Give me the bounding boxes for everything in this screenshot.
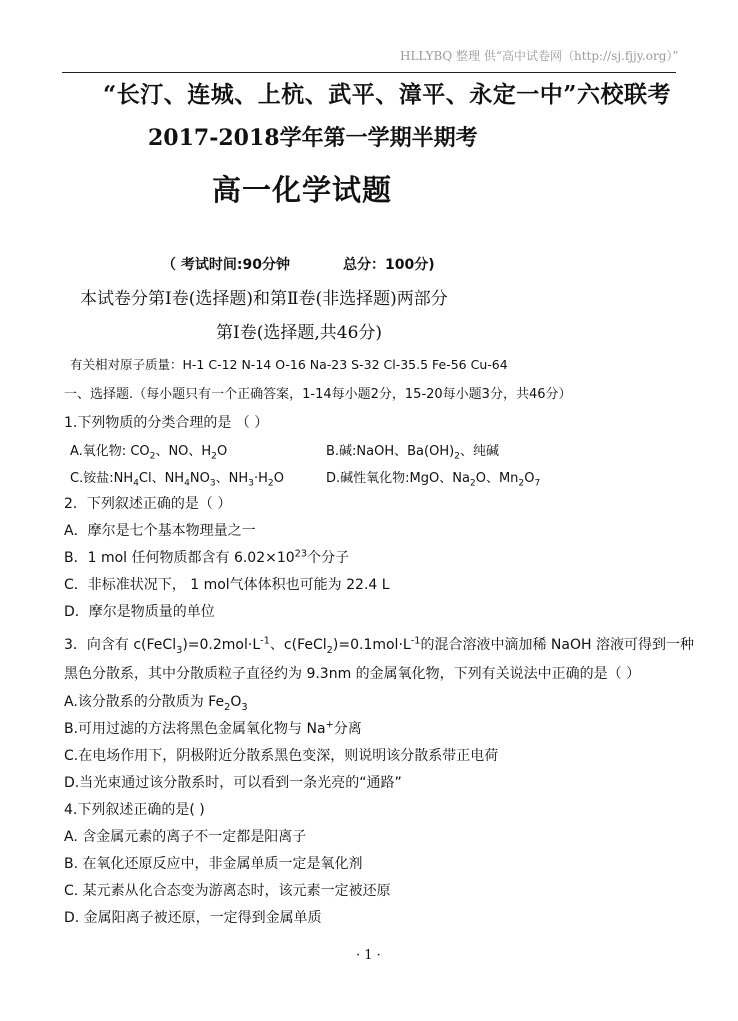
- q2-option-d: D．摩尔是物质量的单位: [64, 604, 215, 620]
- q2-option-c: C．非标准状况下， 1 mol气体体积也可能为 22.4 L: [64, 577, 390, 593]
- paper-intro: 本试卷分第Ⅰ卷(选择题)和第Ⅱ卷(非选择题)两部分: [80, 289, 448, 309]
- exam-title-term: 2017-2018学年第一学期半期考: [148, 125, 478, 151]
- q4-option-a: A. 含金属元素的离子不一定都是阳离子: [64, 829, 307, 845]
- q3-stem-line2: 黑色分散系，其中分散质粒子直径约为 9.3nm 的金属氧化物，下列有关说法中正确的是（ ）: [64, 666, 641, 682]
- q1-option-b: B.碱:NaOH、$Ba(OH)_2$、纯碱: [326, 444, 499, 462]
- exam-total-score: 总分：100分): [343, 257, 435, 273]
- exam-title-schools: “长汀、连城、上杭、武平、漳平、永定一中”六校联考: [103, 81, 671, 108]
- q2-option-b: B．1 mol 任何物质都含有 $6.02\times 10^{23}$个分子: [64, 548, 350, 566]
- q4-stem: 4.下列叙述正确的是( ): [64, 802, 205, 818]
- exam-title-subject: 高一化学试题: [212, 173, 393, 207]
- q4-option-b: B. 在氧化还原反应中，非金属单质一定是氧化剂: [64, 856, 363, 872]
- q1-stem: 1.下列物质的分类合理的是 （ ）: [64, 415, 269, 431]
- q1-option-a: A.氧化物: $CO_2$、NO、$H_2O$: [70, 444, 228, 462]
- page-number: · 1 ·: [356, 948, 381, 963]
- section1-instructions: 一、选择题.（每小题只有一个正确答案，1-14每小题2分，15-20每小题3分，共46分）: [64, 387, 572, 402]
- q1-option-c: C.铵盐$:NH_4Cl$、$NH_4NO_3$、$NH_3\cdot H_2O$: [70, 471, 284, 489]
- q3-stem: 3．向含有 $c(FeCl_3)=0.2mol\cdot L^{-1}$、$c(FeCl_2)=0.1mol\cdot L^{-1}$的混合溶液中滴加稀 NaOH 溶液可得到一种: [64, 635, 694, 656]
- q2-option-a: A．摩尔是七个基本物理量之一: [64, 523, 256, 539]
- q3-option-a: A.该分散系的分散质为 $Fe_2O_3$: [64, 694, 248, 713]
- q3-option-b: B.可用过滤的方法将黑色金属氧化物与 Na+分离: [64, 719, 362, 737]
- q1-option-d: D.碱性氧化物:MgO、$Na_2O$、$Mn_2O_7$: [326, 471, 541, 489]
- q4-option-d: D. 金属阳离子被还原，一定得到金属单质: [64, 910, 322, 926]
- q2-stem: 2．下列叙述正确的是（ ）: [64, 496, 232, 512]
- q3-option-c: C.在电场作用下，阴极附近分散系黑色变深，则说明该分散系带正电荷: [64, 748, 499, 764]
- exam-duration: （ 考试时间:90分钟: [162, 257, 290, 273]
- atomic-masses: 有关相对原子质量：H-1 C-12 N-14 O-16 Na-23 S-32 Cl-35.5 Fe-56 Cu-64: [70, 357, 508, 372]
- q4-option-c: C. 某元素从化合态变为游离态时，该元素一定被还原: [64, 883, 391, 899]
- part1-title: 第Ⅰ卷(选择题,共46分): [216, 323, 383, 343]
- source-watermark: HLLYBQ 整理 供“高中试卷网（http://sj.fjjy.org）”: [400, 49, 679, 63]
- q3-option-d: D.当光束通过该分散系时，可以看到一条光亮的“通路”: [64, 775, 402, 791]
- header-rule: [62, 72, 676, 73]
